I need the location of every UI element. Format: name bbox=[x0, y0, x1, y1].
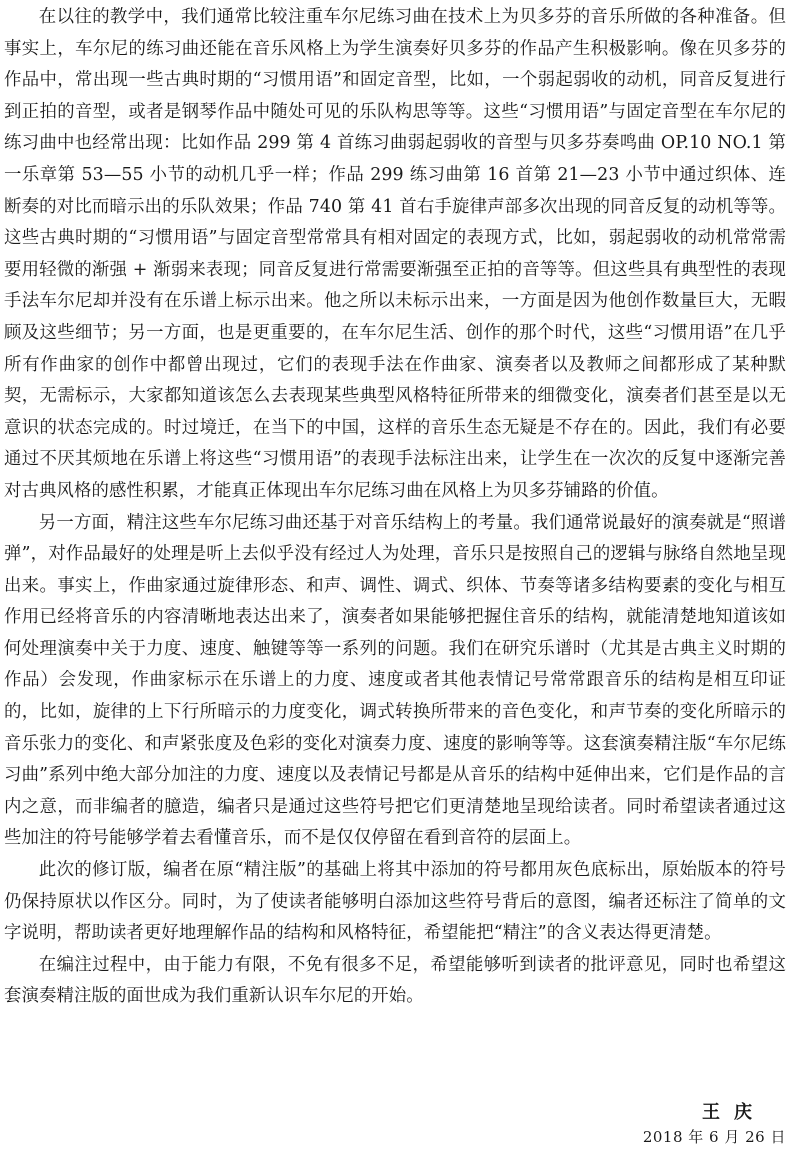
signature-date: 2018 年 6 月 26 日 bbox=[642, 1128, 786, 1146]
paragraph-1: 在以往的教学中，我们通常比较注重车尔尼练习曲在技术上为贝多芬的音乐所做的各种准备。但事实上，车尔尼的练习曲还能在音乐风格上为学生演奏好贝多芬的作品产生积极影响。像在贝多芬的作品中，常出现一些古典时期的“习惯用语”和固定音型，比如，一个弱起弱收的动机，同音反复进行到正拍的音型，或者是钢琴作品中随处可见的乐队构思等等。这些“习惯用语”与固定音型在车尔尼的练习曲中也经常出现：比如作品 299 第 4 首练习曲弱起弱收的音型与贝多芬奏鸣曲 OP.10 NO.1 第一乐章第 53—55 小节的动机几乎一样；作品 299 练习曲第 16 首第 21—23 小节中通过织体、连断奏的对比而暗示出的乐队效果；作品 740 第 41 首右手旋律声部多次出现的同音反复的动机等等。这些古典时期的“习惯用语”与固定音型常常具有相对固定的表现方式，比如，弱起弱收的动机常常需要用轻微的渐强 + 渐弱来表现；同音反复进行常需要渐强至正拍的音等等。但这些具有典型性的表现手法车尔尼却并没有在乐谱上标示出来。他之所以未标示出来，一方面是因为他创作数量巨大，无暇顾及这些细节；另一方面，也是更重要的，在车尔尼生活、创作的那个时代，这些“习惯用语”在几乎所有作曲家的创作中都曾出现过，它们的表现手法在作曲家、演奏者以及教师之间都形成了某种默契，无需标示，大家都知道该怎么去表现某些典型风格特征所带来的细微变化，演奏者们甚至是以无意识的状态完成的。时过境迁，在当下的中国，这样的音乐生态无疑是不存在的。因此，我们有必要通过不厌其烦地在乐谱上将这些“习惯用语”的表现手法标注出来，让学生在一次次的反复中逐渐完善对古典风格的感性积累，才能真正体现出车尔尼练习曲在风格上为贝多芬铺路的价值。 bbox=[4, 7, 786, 501]
paragraph-2: 另一方面，精注这些车尔尼练习曲还基于对音乐结构上的考量。我们通常说最好的演奏就是“照谱弹”，对作品最好的处理是听上去似乎没有经过人为处理，音乐只是按照自己的逻辑与脉络自然地呈现出来。事实上，作曲家通过旋律形态、和声、调性、调式、织体、节奏等诸多结构要素的变化与相互作用已经将音乐的内容清晰地表达出来了，演奏者如果能够把握住音乐的结构，就能清楚地知道该如何处理演奏中关于力度、速度、触键等等一系列的问题。我们在研究乐谱时（尤其是古典主义时期的作品）会发现，作曲家标示在乐谱上的力度、速度或者其他表情记号常常跟音乐的结构是相互印证的，比如，旋律的上下行所暗示的力度变化，调式转换所带来的音色变化，和声节奏的变化所暗示的音乐张力的变化、和声紧张度及色彩的变化对演奏力度、速度的影响等等。这套演奏精注版“车尔尼练习曲”系列中绝大部分加注的力度、速度以及表情记号都是从音乐的结构中延伸出来，它们是作品的言内之意，而非编者的臆造，编者只是通过这些符号把它们更清楚地呈现给读者。同时希望读者通过这些加注的符号能够学着去看懂音乐，而不是仅仅停留在看到音符的层面上。 bbox=[4, 512, 786, 849]
paragraph-3: 此次的修订版，编者在原“精注版”的基础上将其中添加的符号都用灰色底标出，原始版本的符号仍保持原状以作区分。同时，为了使读者能够明白添加这些符号背后的意图，编者还标注了简单的文字说明，帮助读者更好地理解作品的结构和风格特征，希望能把“精注”的含义表达得更清楚。 bbox=[4, 860, 786, 944]
preface-body bbox=[4, 2, 786, 1013]
paragraph-4: 在编注过程中，由于能力有限，不免有很多不足，希望能够听到读者的批评意见，同时也希望这套演奏精注版的面世成为我们重新认识车尔尼的开始。 bbox=[4, 954, 786, 1007]
author-signature: 王庆 bbox=[702, 1102, 766, 1123]
